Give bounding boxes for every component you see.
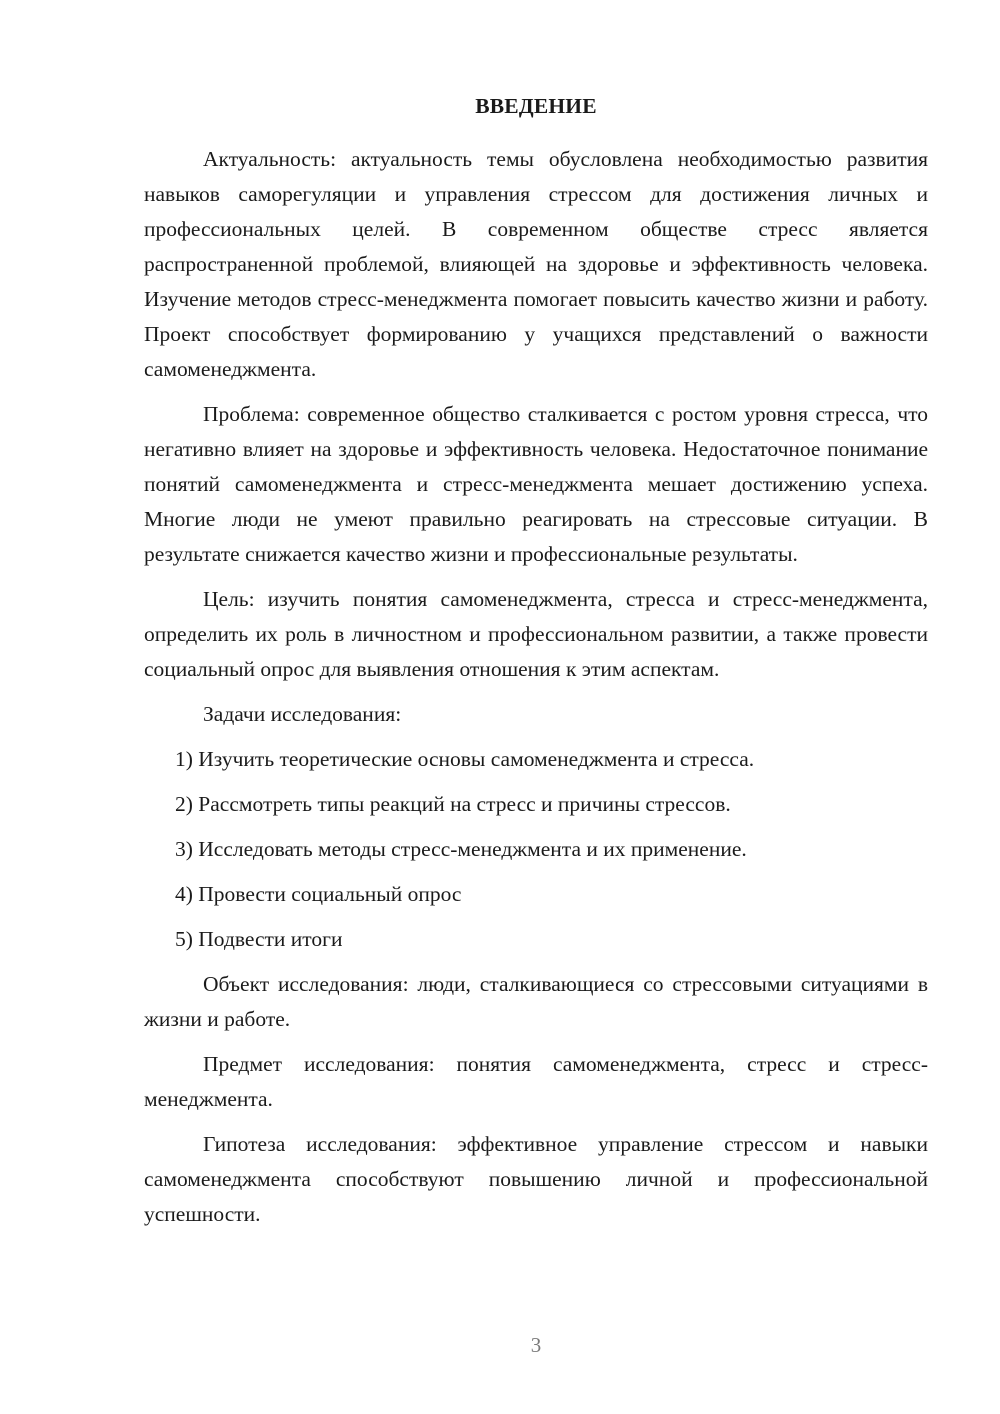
problem-paragraph: Проблема: современное общество сталкивается с ростом уровня стресса, что негативно влияет на здоровье и эффективность человека. Недостаточное понимание понятий самоменеджмента и стресс-менеджмента мешает достижению успеха. Многие люди не умеют правильно реагировать на стрессовые ситуации. В результате снижается качество жизни и профессиональные результаты.: [144, 402, 928, 566]
object-paragraph: Объект исследования: люди, сталкивающиеся со стрессовыми ситуациями в жизни и работе.: [144, 972, 928, 1031]
goal-paragraph: Цель: изучить понятия самоменеджмента, стресса и стресс-менеджмента, определить их роль в личностном и профессиональном развитии, а также провести социальный опрос для выявления отношения к этим аспектам.: [144, 587, 928, 681]
relevance-paragraph: Актуальность: актуальность темы обусловлена необходимостью развития навыков саморегуляции и управления стрессом для достижения личных и профессиональных целей. В современном обществе стресс является распространенной проблемой, влияющей на здоровье и эффективность человека. Изучение методов стресс-менеджмента помогает повысить качество жизни и работу. Проект способствует формированию у учащихся представлений о важности самоменеджмента.: [144, 147, 928, 381]
tasks-heading: Задачи исследования:: [203, 702, 402, 726]
task-item: 2) Рассмотреть типы реакций на стресс и причины стрессов.: [175, 792, 731, 816]
page-number: 3: [530, 1333, 542, 1357]
hypothesis-paragraph: Гипотеза исследования: эффективное управление стрессом и навыки самоменеджмента способствуют повышению личной и профессиональной успешности.: [144, 1132, 928, 1226]
task-item: 3) Исследовать методы стресс-менеджмента и их применение.: [175, 837, 747, 861]
task-item: 4) Провести социальный опрос: [175, 882, 462, 906]
section-title: ВВЕДЕНИЕ: [475, 94, 597, 118]
tasks-list: [144, 742, 928, 957]
subject-paragraph: Предмет исследования: понятия самоменеджмента, стресс и стресс-менеджмента.: [144, 1052, 928, 1111]
task-item: 1) Изучить теоретические основы самоменеджмента и стресса.: [175, 747, 755, 771]
task-item: 5) Подвести итоги: [175, 927, 343, 951]
document-body: [144, 142, 928, 1242]
